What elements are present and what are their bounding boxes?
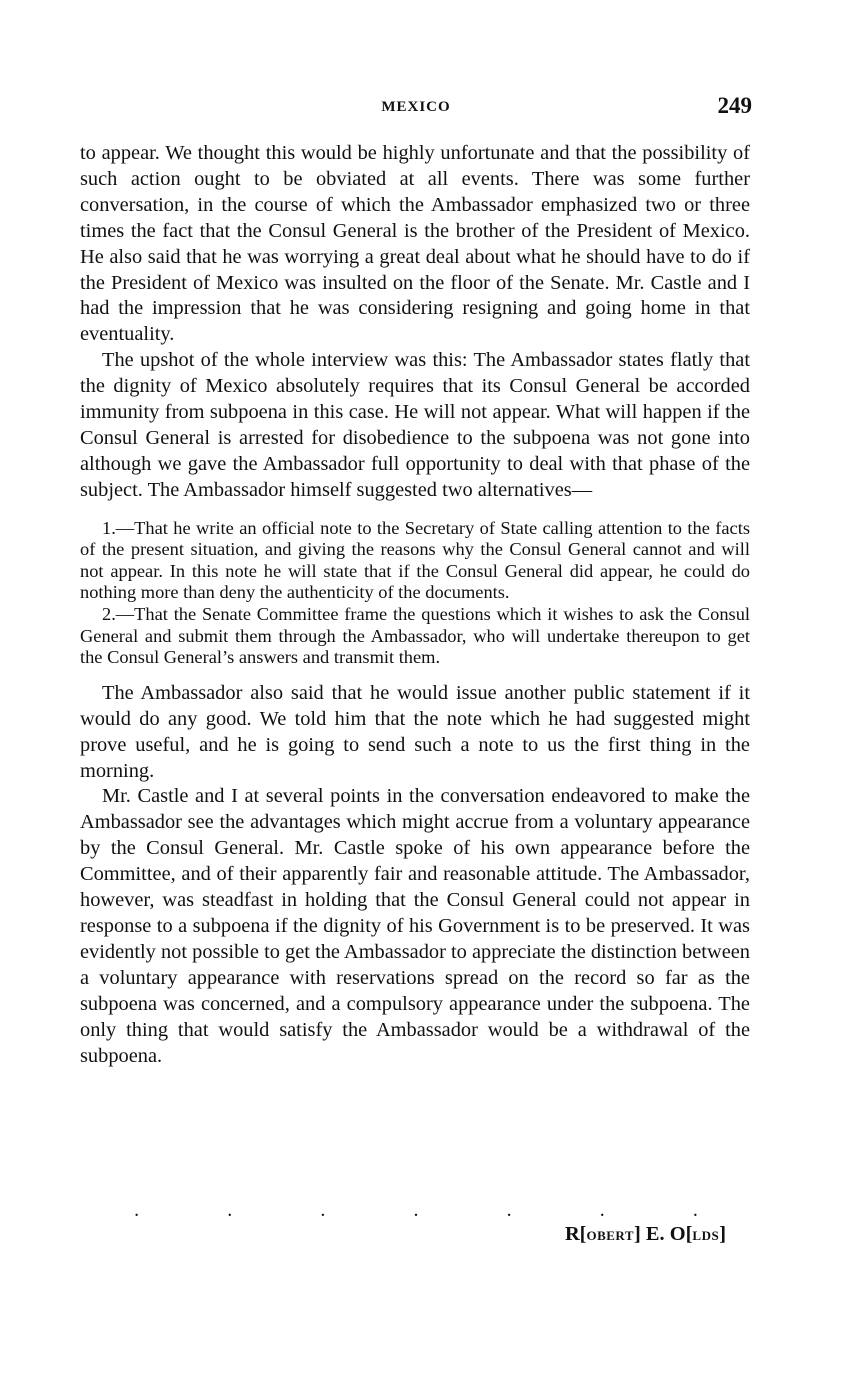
signature-middle: E. xyxy=(640,1223,670,1245)
paragraph: Mr. Castle and I at several points in the conversation endeavored to make the Ambassador see the advantages which might accrue from a voluntary appearance by the Consul General. Mr. Castle spoke of his own appearance before the Committee, and of their apparently fair and reasonable attitude. The Ambassador, however, was steadfast in holding that the Consul General could not appear in response to a subpoena if the dignity of his Government is to be preserved. It was evidently not possible to get the Ambassador to appreciate the distinction between a voluntary appearance with reservations spread on the record so far as the subpoena was concerned, and a compulsory appearance under the subpoena. The only thing that would satisfy the Ambassador would be a withdrawal of the subpoena. xyxy=(80,785,750,1067)
alternatives-list xyxy=(80,518,750,669)
paragraph: The upshot of the whole interview was this: The Ambassador states flatly that the dignity of Mexico absolutely requires that its Consul General be accorded immunity from subpoena in this case. He will not appear. What will happen if the Consul General is arrested for disobedience to the subpoena was not gone into although we gave the Ambassador full opportunity to deal with that phase of the subject. The Ambassador himself suggested two alternatives— xyxy=(80,349,750,501)
signature-last-initial: O xyxy=(669,1223,686,1245)
page-header xyxy=(80,93,752,121)
running-head: MEXICO xyxy=(381,99,451,115)
omission-dots xyxy=(80,1200,752,1220)
body-text xyxy=(80,141,750,1069)
signature-first-rest: OBERT xyxy=(586,1228,635,1243)
omission-dot: . xyxy=(320,1199,326,1221)
omission-dot: . xyxy=(599,1199,605,1221)
signature-last-rest: LDS xyxy=(692,1228,720,1243)
omission-dot: . xyxy=(692,1199,698,1221)
page-number: 249 xyxy=(717,93,752,118)
omission-dot: . xyxy=(227,1199,233,1221)
omission-dot: . xyxy=(134,1199,140,1221)
paragraph: The Ambassador also said that he would issue another public statement if it would do any good. We told him that the note which he had suggested might prove useful, and he is going to send such a note to us the first thing in the morning. xyxy=(80,681,750,782)
paragraph: to appear. We thought this would be highly unfortunate and that the possibility of such action ought to be obviated at all events. There was some further conversation, in the course of which the Ambassador emphasized two or three times the fact that the Consul General is the brother of the President of Mexico. He also said that he was worrying a great deal about what he should have to do if the President of Mexico was insulted on the floor of the Senate. Mr. Castle and I had the impression that he was considering resigning and going home in that eventuality. xyxy=(80,142,750,346)
omission-dot: . xyxy=(413,1199,419,1221)
alternative-item: 2.—That the Senate Committee frame the questions which it wishes to ask the Consul General and submit them through the Ambassador, who will undertake thereupon to get the Consul General’s answers and transmit them. xyxy=(80,604,750,668)
omission-dot: . xyxy=(506,1199,512,1221)
alternative-item: 1.—That he write an official note to the Secretary of State calling attention to the facts of the present situation, and giving the reasons why the Consul General cannot and will not appear. In this note he will state that if the Consul General did appear, he could do nothing more than deny the authenticity of the documents. xyxy=(80,517,750,603)
signature-first-initial: R xyxy=(564,1223,580,1245)
signature: R[OBERT] E. O[LDS] xyxy=(564,1223,726,1245)
